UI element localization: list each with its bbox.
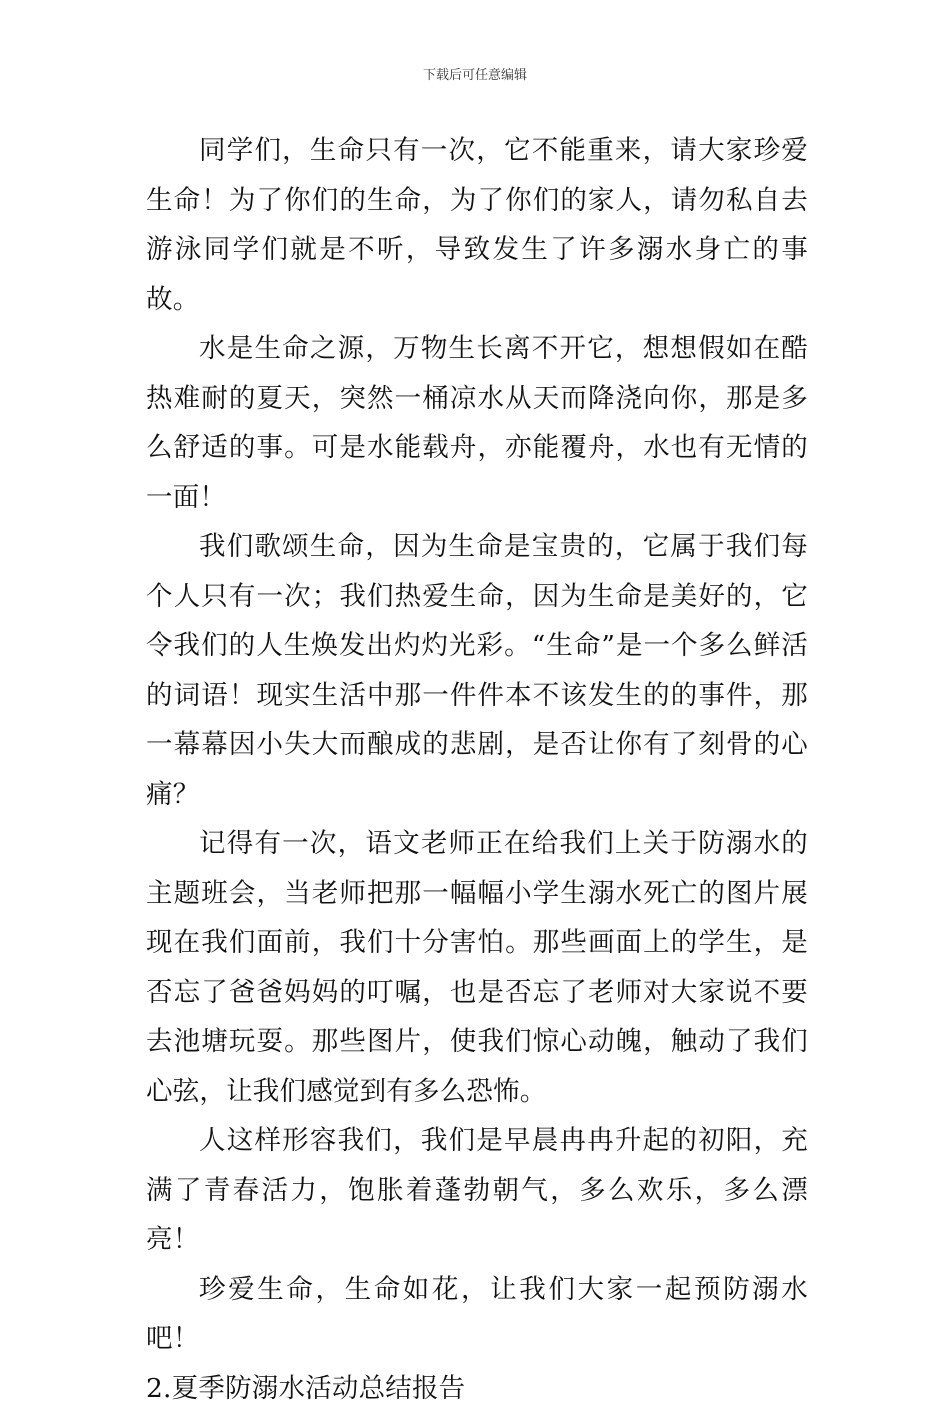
paragraph-4: 记得有一次，语文老师正在给我们上关于防溺水的主题班会，当老师把那一幅幅小学生溺水死亡的图片展现在我们面前，我们十分害怕。那些画面上的学生，是否忘了爸爸妈妈的叮嘱，也是否忘了老师对大家说不要去池塘玩耍。那些图片，使我们惊心动魄，触动了我们心弦，让我们感觉到有多么恐怖。 xyxy=(146,819,808,1116)
paragraph-6: 珍爱生命，生命如花，让我们大家一起预防溺水吧！ xyxy=(146,1265,808,1364)
paragraph-5: 人这样形容我们，我们是早晨冉冉升起的初阳，充满了青春活力，饱胀着蓬勃朝气，多么欢乐，多么漂亮！ xyxy=(146,1116,808,1265)
document-body xyxy=(146,126,808,1413)
paragraph-1: 同学们，生命只有一次，它不能重来，请大家珍爱生命！为了你们的生命，为了你们的家人，请勿私自去游泳同学们就是不听，导致发生了许多溺水身亡的事故。 xyxy=(146,126,808,324)
paragraph-2: 水是生命之源，万物生长离不开它，想想假如在酷热难耐的夏天，突然一桶凉水从天而降浇向你，那是多么舒适的事。可是水能载舟，亦能覆舟，水也有无情的一面！ xyxy=(146,324,808,522)
paragraph-3: 我们歌颂生命，因为生命是宝贵的，它属于我们每个人只有一次；我们热爱生命，因为生命是美好的，它令我们的人生焕发出灼灼光彩。“生命”是一个多么鲜活的词语！现实生活中那一件件本不该发生的的事件，那一幕幕因小失大而酿成的悲剧，是否让你有了刻骨的心痛？ xyxy=(146,522,808,819)
page-header: 下载后可任意编辑 xyxy=(0,64,950,83)
section-heading: 2.夏季防溺水活动总结报告 xyxy=(146,1364,808,1413)
